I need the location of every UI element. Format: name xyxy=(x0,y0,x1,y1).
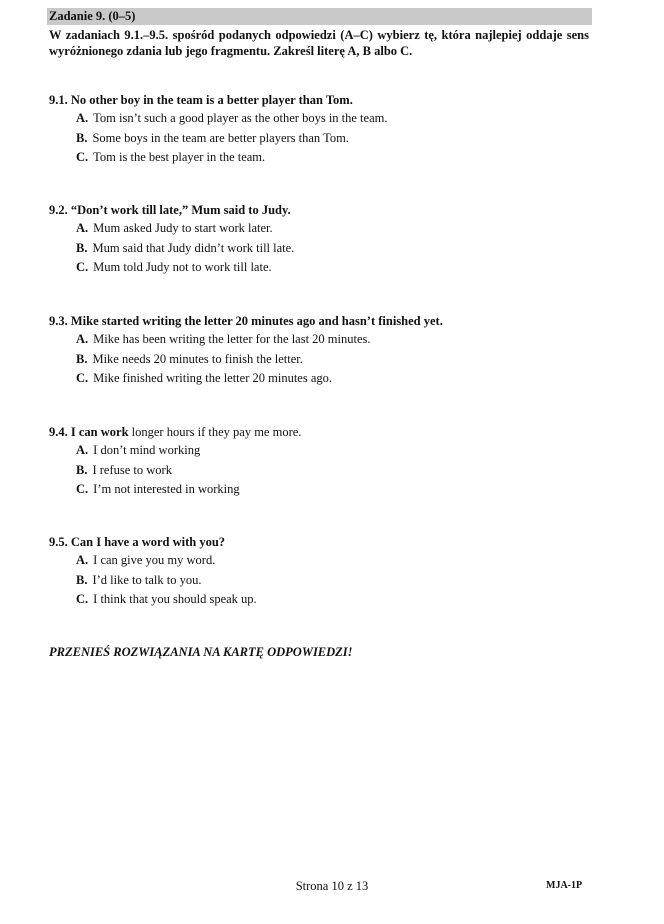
question-number: 9.5. xyxy=(49,535,68,549)
option-letter[interactable]: B. xyxy=(76,462,88,477)
option-letter[interactable]: A. xyxy=(76,221,89,235)
exam-code: MJA-1P xyxy=(546,880,583,891)
option-text: I can give you my word. xyxy=(93,553,216,567)
option-text: Mum asked Judy to start work later. xyxy=(93,221,273,235)
question-number: 9.1. xyxy=(49,93,68,107)
answer-option-b[interactable] xyxy=(49,129,594,149)
option-text: Mike needs 20 minutes to finish the letter. xyxy=(92,351,303,366)
task-instructions: W zadaniach 9.1.–9.5. spośród podanych odpowiedzi (A–C) wybierz tę, która najlepiej oddaje sens wyróżnionego zdania lub jego fragmentu. Zakreśl literę A, B albo C. xyxy=(49,28,589,58)
question-stem xyxy=(49,92,594,109)
answer-option-a[interactable] xyxy=(49,219,594,239)
question-number: 9.3. xyxy=(49,314,68,328)
option-text: Mum said that Judy didn’t work till late. xyxy=(92,240,295,255)
answer-option-a[interactable] xyxy=(49,441,594,461)
answer-option-c[interactable] xyxy=(49,258,594,278)
question-stem-bold: “Don’t work till late,” Mum said to Judy. xyxy=(70,203,291,217)
answer-option-b[interactable] xyxy=(49,461,594,481)
option-letter[interactable]: B. xyxy=(76,130,88,145)
question-stem xyxy=(49,424,594,441)
option-letter[interactable]: A. xyxy=(76,443,89,457)
option-text: Mum told Judy not to work till late. xyxy=(93,260,272,274)
question-9-1 xyxy=(49,92,594,168)
option-text: I refuse to work xyxy=(92,462,172,477)
answer-option-a[interactable] xyxy=(49,109,594,129)
question-stem xyxy=(49,313,594,330)
answer-option-c[interactable] xyxy=(49,369,594,389)
question-9-4 xyxy=(49,424,594,500)
option-letter[interactable]: B. xyxy=(76,240,88,255)
option-letter[interactable]: C. xyxy=(76,260,89,274)
option-letter[interactable]: A. xyxy=(76,111,89,125)
answer-option-a[interactable] xyxy=(49,551,594,571)
option-text: Tom isn’t such a good player as the other boys in the team. xyxy=(93,111,388,125)
answer-option-b[interactable] xyxy=(49,571,594,591)
question-9-3 xyxy=(49,313,594,389)
option-text: I think that you should speak up. xyxy=(93,592,257,606)
question-stem-rest: longer hours if they pay me more. xyxy=(128,425,302,439)
option-letter[interactable]: B. xyxy=(76,351,88,366)
answer-option-c[interactable] xyxy=(49,148,594,168)
option-text: Some boys in the team are better players than Tom. xyxy=(92,130,349,145)
option-letter[interactable]: C. xyxy=(76,150,89,164)
question-9-2 xyxy=(49,202,594,278)
option-text: Mike finished writing the letter 20 minutes ago. xyxy=(93,371,332,385)
option-text: I don’t mind working xyxy=(93,443,201,457)
question-number: 9.2. xyxy=(49,203,68,217)
question-stem-bold: Can I have a word with you? xyxy=(70,535,226,549)
option-text: Mike has been writing the letter for the last 20 minutes. xyxy=(93,332,371,346)
question-stem xyxy=(49,202,594,219)
option-letter[interactable]: A. xyxy=(76,553,89,567)
option-letter[interactable]: C. xyxy=(76,482,89,496)
option-letter[interactable]: C. xyxy=(76,592,89,606)
answer-option-c[interactable] xyxy=(49,480,594,500)
option-text: I’m not interested in working xyxy=(93,482,240,496)
option-letter[interactable]: A. xyxy=(76,332,89,346)
option-text: I’d like to talk to you. xyxy=(92,572,202,587)
option-letter[interactable]: B. xyxy=(76,572,88,587)
question-stem-bold: I can work xyxy=(70,425,129,439)
question-stem-bold: Mike started writing the letter 20 minutes ago and hasn’t finished yet. xyxy=(70,314,443,328)
option-letter[interactable]: C. xyxy=(76,371,89,385)
page-number: Strona 10 z 13 xyxy=(295,879,369,893)
answer-option-b[interactable] xyxy=(49,350,594,370)
task-header: Zadanie 9. (0–5) xyxy=(47,8,592,25)
question-stem xyxy=(49,534,594,551)
question-9-5 xyxy=(49,534,594,610)
answer-option-b[interactable] xyxy=(49,239,594,259)
question-number: 9.4. xyxy=(49,425,68,439)
answer-option-a[interactable] xyxy=(49,330,594,350)
question-stem-bold: No other boy in the team is a better player than Tom. xyxy=(70,93,353,107)
option-text: Tom is the best player in the team. xyxy=(93,150,266,164)
transfer-answers-reminder: PRZENIEŚ ROZWIĄZANIA NA KARTĘ ODPOWIEDZI! xyxy=(49,645,353,659)
answer-option-c[interactable] xyxy=(49,590,594,610)
